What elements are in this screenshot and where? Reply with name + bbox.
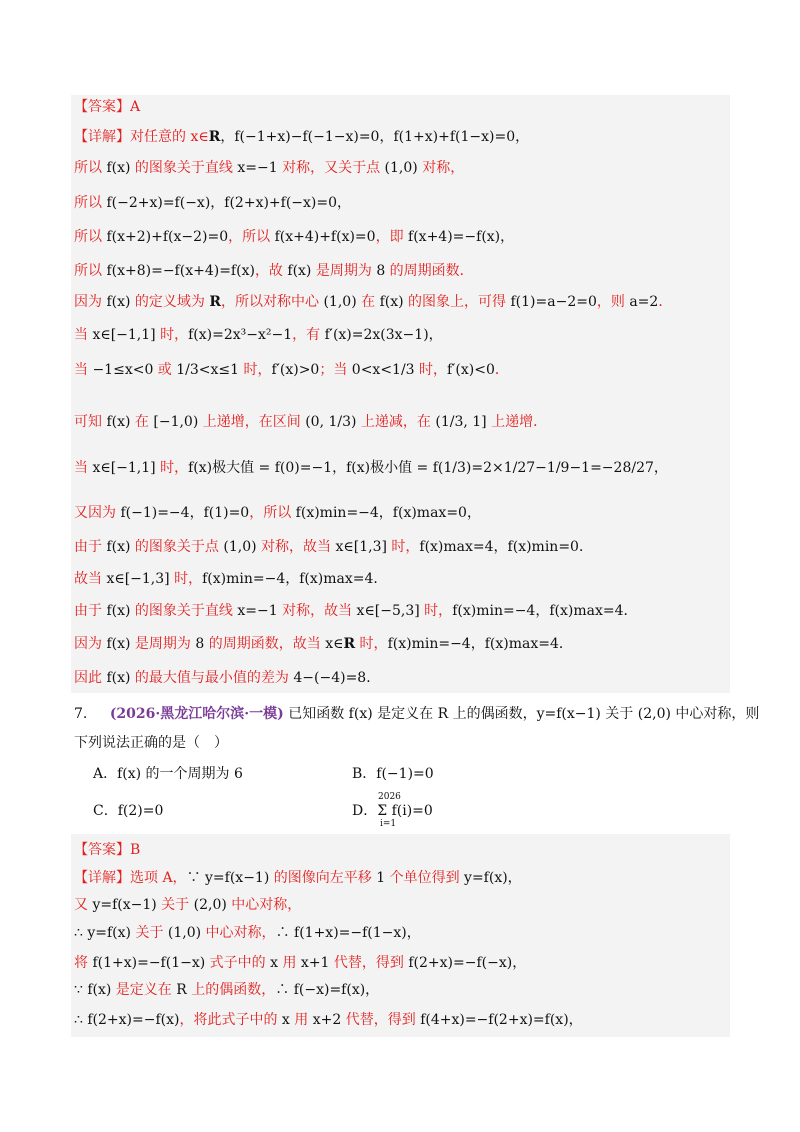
solution-text: 1 (376, 870, 386, 886)
solution-text: x∈[−1,3] (106, 571, 170, 587)
solution-text: 是周期为 (130, 636, 196, 652)
solution-text: 时， (239, 362, 272, 378)
solution-text: 的图象上，可得 (403, 294, 511, 310)
solution-text: [−1,0) (153, 414, 199, 430)
solution-line (74, 601, 637, 621)
solution-text: f(x)极大值 = f(0)=−1，f(x)极小值 = f(1/3)=2×1/27−1/9−1=−28/27， (188, 460, 668, 476)
solution-text: f(x+2)+f(x−2)=0 (106, 229, 229, 245)
solution-text: 【详解】对任意的 x∈ (74, 129, 209, 145)
solution-line (74, 634, 573, 654)
option-b: B．f(−1)=0 (352, 766, 434, 782)
solution-line (74, 1010, 583, 1030)
solution-text: f(x)min=−4，f(x)max=4． (452, 603, 638, 619)
solution-text: f′(x)<0 (447, 362, 495, 378)
solution-text: 由于 (74, 603, 107, 619)
solution-text: f(x) (106, 539, 131, 555)
solution-text: 时， (169, 571, 203, 587)
solution-line (74, 923, 421, 943)
option-d-sum-upper: 2026 (378, 792, 401, 802)
solution-text: ，所以对称中心 (221, 294, 324, 310)
solution-text: 对称，又关于点 (277, 160, 385, 176)
solution-line (74, 97, 140, 117)
solution-line (74, 360, 509, 380)
solution-text: f(−1)=−4，f(1)=0 (120, 505, 250, 521)
solution-text: (0, 1/3) (305, 414, 357, 430)
solution-text: 的定义域为 (130, 294, 210, 310)
solution-text: R (343, 636, 356, 652)
solution-line (74, 953, 526, 973)
solution-text: 的图象关于直线 (130, 603, 238, 619)
solution-text: 关于 (156, 897, 194, 913)
solution-text: 的最大值与最小值的差为 (130, 670, 294, 686)
solution-text: −1≤x<0 (92, 362, 154, 378)
solution-text: 0<x<1/3 (351, 362, 415, 378)
solution-line (74, 127, 529, 147)
solution-text: f(x)min=−4，f(x)max=4． (387, 636, 573, 652)
solution-text: x∈ (325, 636, 344, 652)
solution-line (74, 868, 522, 888)
solution-text: 式子中的 (205, 955, 271, 971)
solution-text: ∴ y=f(x) (74, 925, 131, 941)
solution-text: 所以 (74, 229, 107, 245)
solution-text: x (281, 1012, 290, 1028)
solution-text: 将 (74, 955, 93, 971)
solution-text: ，则 (596, 294, 630, 310)
solution-line (74, 292, 672, 312)
solution-text: ，即 (375, 229, 409, 245)
solution-text: f(x)min=−4，f(x)max=0， (295, 505, 481, 521)
option-d: D．Σ f(i)=0 (352, 803, 433, 819)
solution-text: 中心对称， (201, 925, 276, 941)
solution-text: x∈[1,3] (335, 539, 387, 555)
solution-text: 关于 (131, 925, 168, 941)
solution-text: 由于 (74, 539, 107, 555)
solution-text: 故当 (74, 571, 107, 587)
solution-text: 的周期函数． (385, 263, 474, 279)
solution-text: 所以 (74, 263, 107, 279)
solution-line (74, 895, 301, 915)
solution-text: 时， (155, 460, 189, 476)
solution-text: f(x) (379, 294, 404, 310)
solution-line (74, 158, 464, 178)
solution-text: 代替，得到 (329, 955, 409, 971)
solution-text: 用 (289, 1012, 313, 1028)
solution-text: x+2 (312, 1012, 342, 1028)
solution-text: 因为 (74, 294, 107, 310)
solution-text: (1/3, 1] (435, 414, 487, 430)
option-d-sum-lower: i=1 (380, 819, 397, 829)
solution-text: 用 (278, 955, 301, 971)
solution-text: x∈[−5,3] (356, 603, 420, 619)
solution-text: f(x) (106, 603, 131, 619)
solution-text: 当 (74, 327, 93, 343)
solution-text: 时， (414, 362, 448, 378)
solution-line (74, 668, 380, 688)
question-number: 7. (74, 706, 88, 722)
solution-text: a=2 (629, 294, 659, 310)
solution-text: 的图象关于直线 (130, 160, 238, 176)
question-line-2: 下列说法正确的是（ ） (74, 735, 228, 751)
solution-text: 当 (74, 460, 93, 476)
solution-text: 8 (376, 263, 386, 279)
solution-text: 所以 (74, 195, 107, 211)
solution-text: 的图像向左平移 (269, 870, 377, 886)
solution-text: 代替，得到 (341, 1012, 421, 1028)
question-source: (2026·黑龙江哈尔滨·一模) (109, 706, 284, 722)
question-line-1 (74, 704, 759, 724)
solution-text: f(x) (106, 670, 131, 686)
solution-text: (1,0) (323, 294, 357, 310)
solution-text: ，将此式子中的 (179, 1012, 282, 1028)
solution-line (74, 193, 351, 213)
solution-text: 当 (74, 362, 93, 378)
solution-text: 又因为 (74, 505, 121, 521)
solution-text: f′(x)>0 (271, 362, 320, 378)
solution-text: x (270, 955, 279, 971)
solution-line (74, 503, 481, 523)
solution-text: 所以 (74, 160, 107, 176)
solution-text: 时， (155, 327, 189, 343)
solution-text: 上递减，在 (356, 414, 436, 430)
solution-text: f(4+x)=−f(2+x)=f(x)， (420, 1012, 583, 1028)
solution-text: x=−1 (237, 603, 278, 619)
solution-text: ． (658, 294, 673, 310)
solution-text: x∈[−1,1] (92, 327, 156, 343)
solution-text: f(x) (106, 414, 131, 430)
solution-text: x+1 (300, 955, 330, 971)
solution-text: R (176, 982, 187, 998)
solution-text: ；当 (319, 362, 352, 378)
solution-text: f(1+x)=−f(1−x) (92, 955, 206, 971)
solution-text: x∈[−1,1] (92, 460, 156, 476)
solution-text: 【答案】B (74, 842, 141, 858)
solution-text: 或 (153, 362, 177, 378)
solution-text: f(x)=2x³−x²−1 (188, 327, 293, 343)
solution-text: f(x)max=4，f(x)min=0． (419, 539, 593, 555)
solution-text: ． (494, 362, 509, 378)
solution-text: f(−2+x)=f(−x)，f(2+x)+f(−x)=0， (106, 195, 352, 211)
solution-text: 时， (386, 539, 420, 555)
solution-text: (2,0) (193, 897, 227, 913)
solution-line (74, 840, 140, 860)
solution-text: f(2+x)=−f(−x)， (408, 955, 527, 971)
solution-text: ∵ f(x) (74, 982, 112, 998)
solution-text: y=f(x)， (464, 870, 522, 886)
solution-text: ∴ f(1+x)=−f(1−x)， (275, 925, 421, 941)
solution-text: ，有 (292, 327, 325, 343)
solution-text: 因此 (74, 670, 107, 686)
solution-text: 上递增． (486, 414, 548, 430)
solution-text: 1/3<x≤1 (176, 362, 240, 378)
solution-text: f′(x)=2x(3x−1)， (324, 327, 443, 343)
question-text-1: 已知函数 f(x) 是定义在 R 上的偶函数，y=f(x−1) 关于 (2,0) 中心对称，则 (288, 706, 760, 722)
solution-line (74, 261, 474, 281)
solution-text: ∴ f(−x)=f(x)， (275, 982, 380, 998)
solution-text: f(x) (106, 294, 131, 310)
solution-text: 在 (130, 414, 154, 430)
solution-text: 上递增，在区间 (198, 414, 306, 430)
solution-text: 是定义在 (111, 982, 177, 998)
solution-line (74, 458, 668, 478)
solution-text: 对称，故当 (256, 539, 336, 555)
solution-text: 可知 (74, 414, 107, 430)
solution-text: ，所以 (249, 505, 296, 521)
solution-text: 个单位得到 (385, 870, 465, 886)
solution-text: 在 (356, 294, 380, 310)
solution-text: 8 (195, 636, 205, 652)
solution-text: ，故 (254, 263, 288, 279)
solution-text: 中心对称， (226, 897, 302, 913)
solution-text: 【答案】A (74, 99, 141, 115)
solution-text: ∵ y=f(x−1) (186, 870, 270, 886)
solution-line (74, 227, 514, 247)
solution-text: 4−(−4)=8． (293, 670, 381, 686)
solution-line (74, 537, 593, 557)
solution-text: R (209, 294, 222, 310)
solution-text: f(x)min=−4，f(x)max=4． (202, 571, 388, 587)
solution-text: 因为 (74, 636, 107, 652)
solution-text: x=−1 (237, 160, 278, 176)
solution-text: 的图象关于点 (130, 539, 224, 555)
solution-text: f(x+8)=−f(x+4)=f(x) (106, 263, 255, 279)
solution-text: 时， (419, 603, 453, 619)
solution-line (74, 325, 443, 345)
solution-line (74, 569, 387, 589)
solution-text: ∴ f(2+x)=−f(x) (74, 1012, 180, 1028)
solution-text: f(x) (106, 160, 131, 176)
option-a: A．f(x) 的一个周期为 6 (93, 766, 243, 782)
solution-text: f(1)=a−2=0 (510, 294, 597, 310)
solution-text: ，f(−1+x)−f(−1−x)=0，f(1+x)+f(1−x)=0， (220, 129, 530, 145)
solution-text: ，所以 (228, 229, 275, 245)
solution-text: y=f(x−1) (92, 897, 157, 913)
solution-text: f(x+4)=−f(x)， (408, 229, 515, 245)
solution-line (74, 412, 547, 432)
solution-text: R (208, 129, 221, 145)
solution-text: 是周期为 (311, 263, 377, 279)
option-c: C．f(2)=0 (93, 803, 164, 819)
solution-text: 又 (74, 897, 93, 913)
solution-text: 上的偶函数， (186, 982, 276, 998)
solution-text: f(x) (287, 263, 312, 279)
solution-text: f(x+4)+f(x)=0 (274, 229, 376, 245)
solution-text: (1,0) (384, 160, 418, 176)
solution-text: 时， (355, 636, 388, 652)
solution-text: f(x) (106, 636, 131, 652)
solution-line (74, 980, 379, 1000)
solution-text: (1,0) (223, 539, 257, 555)
solution-text: 对称，故当 (277, 603, 357, 619)
solution-text: 的周期函数，故当 (204, 636, 326, 652)
solution-text: 对称， (417, 160, 465, 176)
solution-text: (1,0) (167, 925, 202, 941)
solution-text: 【详解】选项 A， (74, 870, 187, 886)
